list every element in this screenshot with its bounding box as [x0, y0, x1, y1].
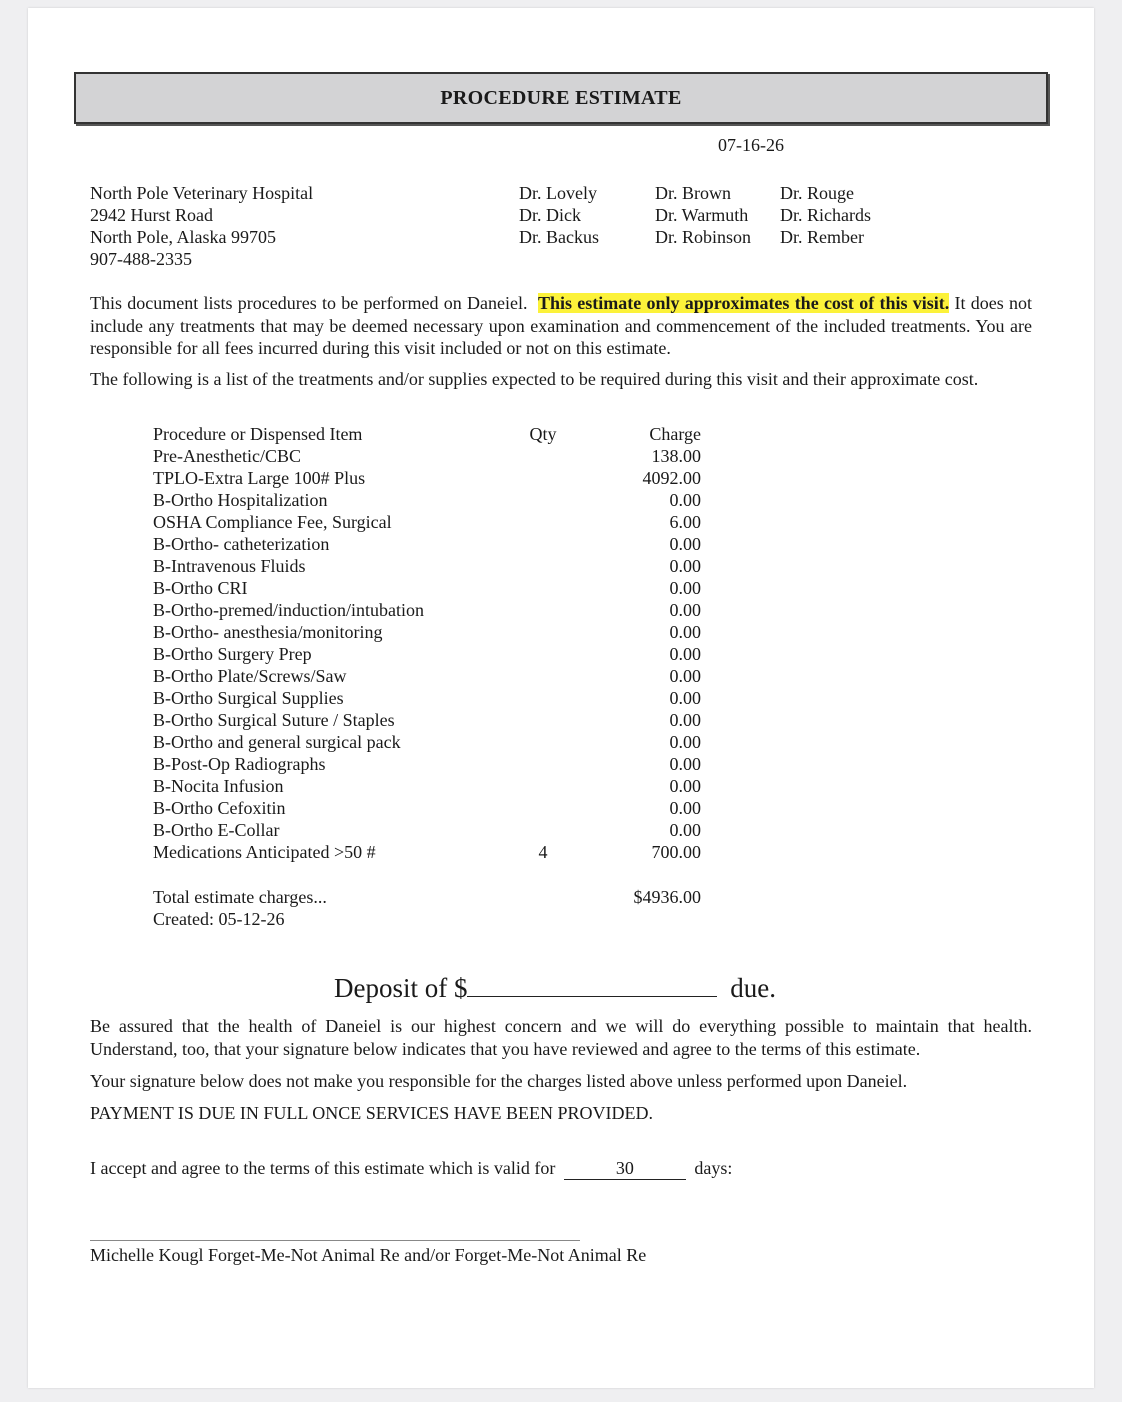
- estimate-date: 07-16-26: [718, 135, 784, 155]
- deposit-amount-field[interactable]: [467, 970, 717, 997]
- doctor-name: Dr. Rember: [780, 227, 864, 247]
- signature-line[interactable]: [90, 1240, 580, 1241]
- row-charge: 0.00: [669, 776, 701, 796]
- created-date: Created: 05-12-26: [153, 909, 285, 929]
- row-item: B-Ortho- catheterization: [153, 534, 330, 554]
- total-label: Total estimate charges...: [153, 887, 327, 907]
- table-row: [153, 555, 713, 577]
- row-charge: 0.00: [669, 578, 701, 598]
- row-charge: 0.00: [669, 666, 701, 686]
- header-item: Procedure or Dispensed Item: [153, 424, 363, 444]
- row-item: OSHA Compliance Fee, Surgical: [153, 512, 392, 532]
- header-qty: Qty: [529, 424, 557, 444]
- deposit-line: [334, 970, 776, 1005]
- doctor-name: Dr. Dick: [519, 205, 581, 225]
- table-row: [153, 709, 713, 731]
- payment-notice: PAYMENT IS DUE IN FULL ONCE SERVICES HAVE BEEN PROVIDED.: [90, 1103, 653, 1123]
- signer-name: Michelle Kougl Forget-Me-Not Animal Re and/or Forget-Me-Not Animal Re: [90, 1245, 647, 1265]
- table-row: [153, 687, 713, 709]
- row-charge: 0.00: [669, 622, 701, 642]
- row-item: B-Ortho CRI: [153, 578, 248, 598]
- row-item: B-Ortho Surgical Supplies: [153, 688, 344, 708]
- table-row: [153, 753, 713, 775]
- row-item: B-Ortho- anesthesia/monitoring: [153, 622, 383, 642]
- total-row: [153, 886, 713, 908]
- row-item: B-Ortho Plate/Screws/Saw: [153, 666, 347, 686]
- intro-text: It does not include any treatments that may be deemed necessary upon examination and commencement of the included treatments. You are responsible for all fees incurred during this visit included or not on this estimate.: [90, 293, 1032, 358]
- row-qty: 4: [538, 842, 548, 862]
- doctor-name: Dr. Warmuth: [655, 205, 749, 225]
- row-charge: 0.00: [669, 754, 701, 774]
- row-charge: 0.00: [669, 688, 701, 708]
- row-item: B-Ortho Surgery Prep: [153, 644, 312, 664]
- table-row: [153, 533, 713, 555]
- hospital-city: North Pole, Alaska 99705: [90, 227, 276, 247]
- validity-suffix: days:: [694, 1158, 733, 1178]
- table-row: [153, 489, 713, 511]
- valid-days-field[interactable]: 30: [564, 1157, 686, 1180]
- row-item: B-Ortho Surgical Suture / Staples: [153, 710, 395, 730]
- row-item: B-Ortho Hospitalization: [153, 490, 328, 510]
- hospital-name: North Pole Veterinary Hospital: [90, 183, 314, 203]
- doctor-name: Dr. Lovely: [519, 183, 597, 203]
- row-charge: 4092.00: [642, 468, 701, 488]
- table-row: [153, 621, 713, 643]
- row-item: TPLO-Extra Large 100# Plus: [153, 468, 366, 488]
- row-item: Medications Anticipated >50 #: [153, 842, 376, 862]
- terms-paragraph: Be assured that the health of Daneiel is our highest concern and we will do everything possible to maintain that health. Understand, too, that your signature below indicates that you have reviewed and agree to the terms of this estimate.: [90, 1016, 1032, 1059]
- doctor-name: Dr. Backus: [519, 227, 599, 247]
- table-row: [153, 467, 713, 489]
- intro-text: This document lists procedures to be performed on Daneiel.: [90, 293, 528, 313]
- document-page: [28, 8, 1094, 1388]
- row-item: B-Ortho Cefoxitin: [153, 798, 286, 818]
- row-charge: 0.00: [669, 820, 701, 840]
- deposit-label: Deposit of $: [334, 973, 468, 1003]
- row-charge: 0.00: [669, 490, 701, 510]
- header-charge: Charge: [649, 424, 701, 444]
- row-charge: 6.00: [669, 512, 701, 532]
- row-item: B-Ortho and general surgical pack: [153, 732, 401, 752]
- document-title: PROCEDURE ESTIMATE: [74, 72, 1048, 124]
- terms-paragraph: Your signature below does not make you responsible for the charges listed above unless performed upon Daneiel.: [90, 1071, 908, 1091]
- row-item: Pre-Anesthetic/CBC: [153, 446, 301, 466]
- table-row: [153, 775, 713, 797]
- row-charge: 0.00: [669, 732, 701, 752]
- row-item: B-Ortho E-Collar: [153, 820, 280, 840]
- table-row: [153, 577, 713, 599]
- total-value: $4936.00: [633, 887, 701, 907]
- doctor-name: Dr. Rouge: [780, 183, 854, 203]
- hospital-street: 2942 Hurst Road: [90, 205, 213, 225]
- deposit-suffix: due.: [730, 973, 776, 1003]
- table-row: [153, 511, 713, 533]
- estimate-highlight: This estimate only approximates the cost of this visit.: [537, 293, 950, 313]
- table-header: [153, 423, 713, 445]
- doctor-name: Dr. Brown: [655, 183, 731, 203]
- list-intro-paragraph: The following is a list of the treatments and/or supplies expected to be required during this visit and their approximate cost.: [90, 369, 979, 389]
- validity-line: [90, 1157, 732, 1180]
- doctor-name: Dr. Richards: [780, 205, 871, 225]
- table-row: [153, 731, 713, 753]
- row-charge: 0.00: [669, 710, 701, 730]
- row-charge: 0.00: [669, 798, 701, 818]
- row-item: B-Intravenous Fluids: [153, 556, 306, 576]
- table-row: [153, 819, 713, 841]
- row-item: B-Ortho-premed/induction/intubation: [153, 600, 424, 620]
- table-row: [153, 445, 713, 467]
- row-item: B-Nocita Infusion: [153, 776, 284, 796]
- created-row: [153, 908, 713, 930]
- table-row: [153, 599, 713, 621]
- row-charge: 0.00: [669, 556, 701, 576]
- table-row: [153, 643, 713, 665]
- table-row: [153, 665, 713, 687]
- row-charge: 0.00: [669, 534, 701, 554]
- hospital-phone: 907-488-2335: [90, 249, 192, 269]
- row-item: B-Post-Op Radiographs: [153, 754, 326, 774]
- doctor-name: Dr. Robinson: [655, 227, 752, 247]
- validity-text: I accept and agree to the terms of this estimate which is valid for: [90, 1158, 556, 1178]
- table-row: [153, 797, 713, 819]
- row-charge: 0.00: [669, 600, 701, 620]
- row-charge: 700.00: [651, 842, 701, 862]
- table-row: [153, 841, 713, 863]
- intro-paragraph: [90, 292, 1032, 360]
- row-charge: 138.00: [651, 446, 701, 466]
- row-charge: 0.00: [669, 644, 701, 664]
